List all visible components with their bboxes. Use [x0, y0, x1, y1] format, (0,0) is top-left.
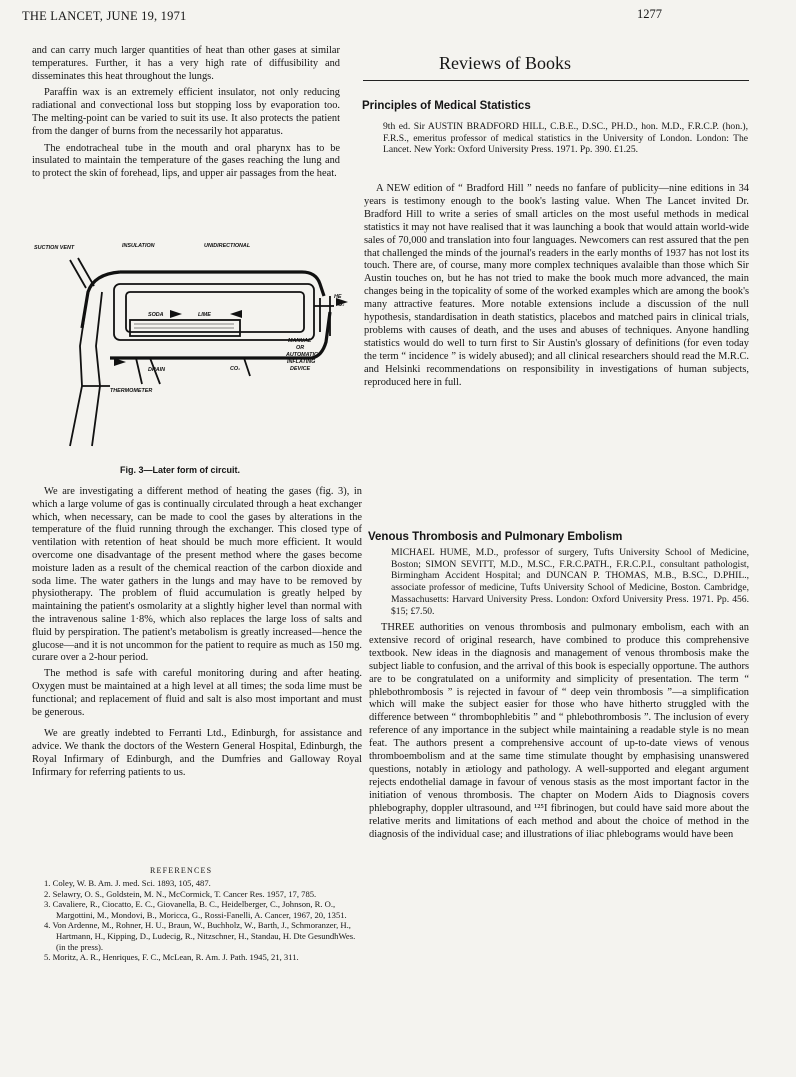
references-heading: REFERENCES [150, 866, 213, 875]
paragraph: THREE authorities on venous thrombosis and pulmonary embolism, each with an extensive record of original research, have combined to produce this comprehensive textbook. New ideas in the diagnosis and management of venous thrombosis make the subject liable to confusion, and the arrival of this book is especially opportune. The authors are to be congratulated on a uniformity and simplicity of presentation. The term “ phlebothrombosis ” is rejected in favour of “ deep vein thrombosis ”—a simplification which will make the subject easier for those who have hitherto struggled with the difference between “ thrombophlebitis ” and “ phlebothrombosis ”. The inclusion of every reference of any importance in the subject while maintaining a readable style is no mean feat. The authors present a comprehensive account of up-to-date views of venous thromboembolism and at the same time stimulate thought by emphasising unanswered questions, notably in ætiology and pathology. A well-supported and elegant argument rejects endothelial damage in favour of venous stasis as the most important factor in the initiation of venous thrombosis. The chapter on Modern Aids to Diagnosis covers phlebography, doppler ultrasound, and ¹²⁵I fibrinogen, but could have said more about the relative merits and limitations of each method and about the choice of method in the diagnosis of the individual case; and illustrations of iliac phlebograms would have been [369, 622, 749, 840]
label-thermometer: THERMOMETER [110, 388, 153, 394]
paragraph: and can carry much larger quantities of heat than other gases at similar temperatures. Further, it has a very high rate of diffusibility and disseminates this heat throughout the lungs. [32, 45, 340, 82]
left-column-bottom [32, 486, 362, 780]
section-title: Reviews of Books [439, 53, 571, 73]
paragraph: A NEW edition of “ Bradford Hill ” needs no fanfare of publicity—nine editions in 34 years is testimony enough to the book's lasting value. When The Lancet invited Dr. Bradford Hill to write a series of small articles on the most useful methods in medical statistics it may not have realised that it was launching a book that would attain world-wide sales of 70,000 and translation into four languages. Newcomers can rest assured that the pen that challenged the minds of the journal's readers in the early months of 1937 has not lost its touch. There are, of course, many more complex techniques avalaible than those which Sir Austin touches on, but he has not tried to make the book much more advanced, the main changes being in the topicality of some of the worked examples which are among the book's many attractive features. More notable extensions include a discussion of the null hypothesis, standardisation in death statistics, placebos and matched pairs in clinical trials, problems with causes of death, and the uses and abuses of techniques. Anyone handling statistics would do well to turn first to Sir Austin's glossary of definitions (for even today the term “ incidence ” is widely abused); and all clinical researchers should read the M.R.C. and Helsinki recommendations on responsibility in investigations of human subjects, reproduced here in full. [364, 183, 749, 388]
running-header-left: THE LANCET, JUNE 19, 1971 [22, 9, 187, 23]
reference-item: 2. Selawry, O. S., Goldstein, M. N., McCormick, T. Cancer Res. 1957, 17, 785. [44, 888, 317, 899]
section-rule [363, 80, 749, 81]
co2-tube [244, 358, 250, 376]
paragraph: Paraffin wax is an extremely efficient insulator, not only reducing radiational and convectional loss but stopping loss by evaporation too. The melting-point can be varied to suit its use. It also protects the patient from the danger of burns from the necessarily hot apparatus. [32, 87, 340, 137]
label-he: HE [334, 294, 342, 300]
acknowledgement: We are greatly indebted to Ferranti Ltd., Edinburgh, for assistance and advice. We thank the doctors of the Western General Hospital, Edinburgh, the Royal Infirmary of Edinburgh, and the Dumfries and Galloway Royal Infirmary for referring patients to us. [32, 728, 362, 778]
flow-arrow-top [170, 310, 182, 318]
paragraph: We are investigating a different method of heating the gases (fig. 3), in which a large volume of gas is continually circulated through a heat exchanger which, when necessary, can be made to cool the gases by alterations in the temperature of the fluid running through the exchanger. This closed type of ventilation with retention of heat should be much more efficient. It would overcome one disadvantage of the present method where the gases become moisture laden as a result of the chemical reaction of the carbon dioxide and soda lime. The water gathers in the lungs and may have to be removed by physiotherapy. The problem of fluid accumulation is greatly helped by maintaining the patient's osmolarity at a slightly higher level than normal with the intravenous saline 1·8%, which also replaces the large loss of salts and fluid by perspiration. The patient's metabolism is greatly increased—hence the glucose—and it is not uncommon for the patient to require as much as 150 mg. curare over a 2-hour period. [32, 486, 362, 664]
circuit-diagram [30, 236, 365, 458]
review-bibliographic-details: 9th ed. Sir AUSTIN BRADFORD HILL, C.B.E., D.SC., PH.D., hon. M.D., F.R.C.P. (hon.), F.R.S., emeritus professor of medical statistics in the University of London. London: The Lancet. New York: Oxford University Press. 1971. Pp. 390. £1.25. [383, 121, 748, 156]
label-unidirectional: UNIDIRECTIONAL [204, 243, 251, 249]
label-drain: DRAIN [148, 367, 166, 373]
references-list [44, 878, 362, 963]
endotracheal-tube [70, 292, 102, 446]
suction-tube [70, 258, 94, 288]
label-insulation: INSULATION [122, 243, 155, 249]
reference-item: 3. Cavaliere, R., Ciocatto, E. C., Giovanella, B. C., Heidelberger, C., Johnson, R. O., Margottini, M., Mondovi, B., Moricca, G., Rossi-Fanelli, A. Cancer, 1967, 20, 1351. [44, 899, 347, 920]
review-body [364, 183, 749, 390]
label-or: OR [296, 345, 305, 351]
review-body [369, 622, 749, 841]
label-device: DEVICE [290, 366, 311, 372]
soda-lime-granules [134, 324, 234, 332]
paragraph: The method is safe with careful monitoring during and after heating. Oxygen must be maintained at a high level at all times; the soda lime must be functional; and replacement of fluid and salt is also most important and must be generous. [32, 668, 362, 718]
review-title: Venous Thrombosis and Pulmonary Embolism [368, 531, 623, 543]
reference-item: 1. Coley, W. B. Am. J. med. Sci. 1893, 105, 487. [44, 878, 211, 888]
flow-arrow-mid [230, 310, 242, 318]
label-soda: SODA [148, 312, 164, 318]
label-co2: CO₂ [230, 366, 241, 372]
label-suction-vent: SUCTION VENT [34, 245, 75, 251]
reference-item: 4. Von Ardenne, M., Rohner, H. U., Braun, W., Buchholz, W., Barth, J., Schmoranzer, H., Hartmann, H., Kipping, D., Ludecig, R., Nitzschner, H., Standau, H. Dte GesundhWes. (in the press). [44, 920, 356, 952]
paragraph: The endotracheal tube in the mouth and oral pharynx has to be insulated to maintain the temperature of the gases reaching the lung and to protect the skin of forehead, lips, and upper air passages from the heat. [32, 142, 340, 180]
label-lime: LIME [198, 312, 211, 318]
label-automatic: AUTOMATIC [286, 352, 318, 358]
review-title: Principles of Medical Statistics [362, 100, 531, 112]
figure-caption: Fig. 3—Later form of circuit. [120, 465, 241, 475]
label-manual: MANUAL [288, 338, 312, 344]
review-bibliographic-details: MICHAEL HUME, M.D., professor of surgery, Tufts University School of Medicine, Boston; SIMON SEVITT, M.D., M.SC., F.R.C.PATH., F.R.C.P.I., consultant pathologist, Birmingham Accident Hospital; and DUNCAN P. THOMAS, M.B., B.SC., D.PHIL., associate professor of medicine, Tufts University School of Medicine, Boston. Cambridge, Massachusetts: Harvard University Press. London: Oxford University Press. 1971. Pp. 456. $15; £7.50. [391, 547, 749, 617]
reference-item: 5. Moritz, A. R., Henriques, F. C., McLean, R. Am. J. Path. 1945, 21, 311. [44, 952, 299, 963]
label-o2: O₂ [338, 302, 345, 308]
label-inflating: INFLATING [287, 359, 316, 365]
page-number: 1277 [637, 7, 662, 21]
left-column-top [32, 45, 340, 181]
